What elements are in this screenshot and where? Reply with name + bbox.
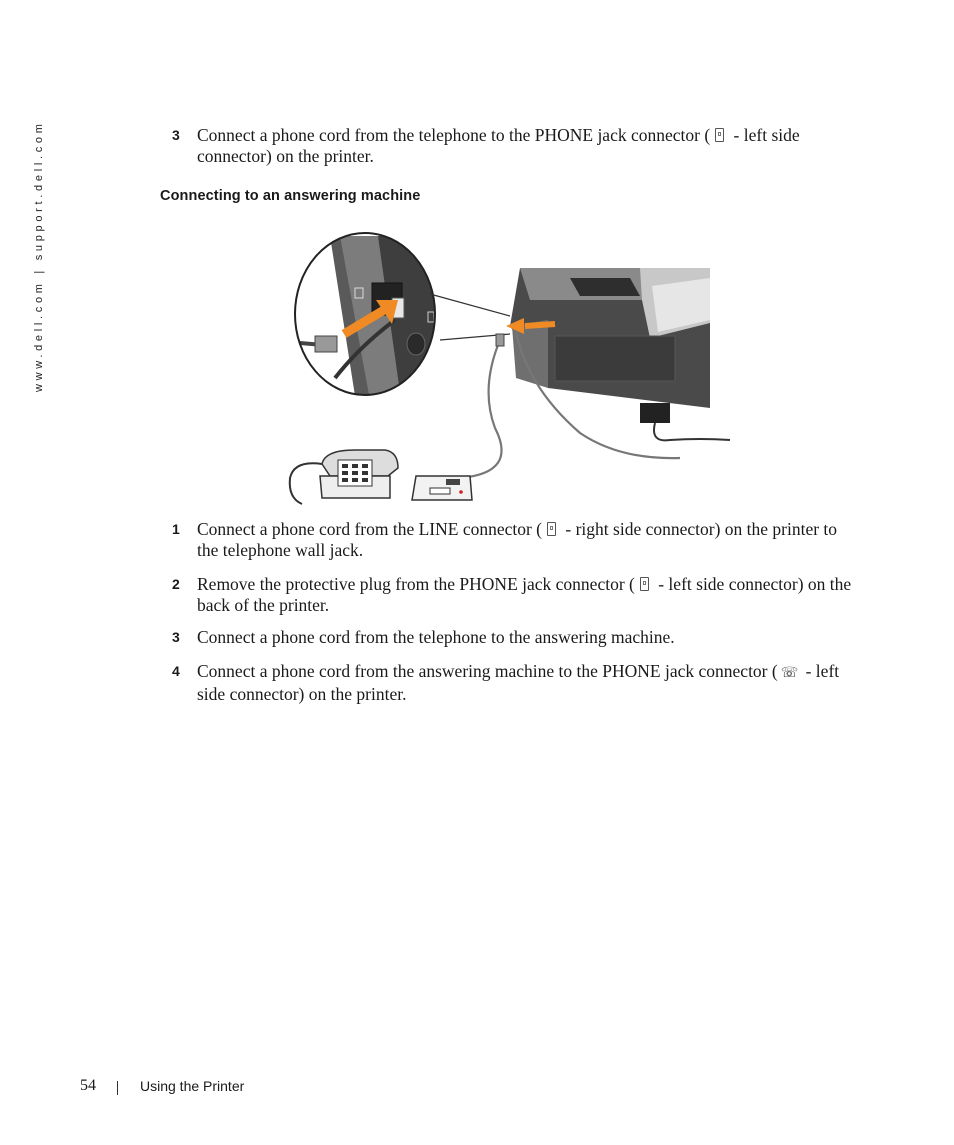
printer-illustration xyxy=(506,268,730,440)
step-text: Connect a phone cord from the telephone to the answering machine. xyxy=(197,627,675,647)
line-jack-icon xyxy=(547,522,556,536)
footer-divider xyxy=(117,1081,118,1095)
page-number: 54 xyxy=(80,1077,96,1094)
footer-section-title: Using the Printer xyxy=(140,1078,245,1094)
step-text: Connect a phone cord from the answering machine to the PHONE jack connector ( ☏ - left side connector) on the printer. xyxy=(197,661,840,704)
phone-jack-icon xyxy=(640,577,649,591)
connection-diagram xyxy=(280,228,740,513)
step-text: Remove the protective plug from the PHONE jack connector ( - left side connector) on the back of the printer. xyxy=(197,574,852,615)
answering-machine-illustration xyxy=(412,476,472,500)
step-number: 3 xyxy=(172,127,180,143)
telephone-illustration xyxy=(290,450,398,504)
side-url: www.dell.com | support.dell.com xyxy=(33,120,45,392)
step-2 xyxy=(172,574,862,618)
step-number: 3 xyxy=(172,629,180,645)
step-1 xyxy=(172,519,862,563)
step-number: 2 xyxy=(172,576,180,592)
phone-icon: ☏ xyxy=(780,666,799,681)
section-heading: Connecting to an answering machine xyxy=(160,188,421,204)
step-number: 1 xyxy=(172,521,180,537)
step-4 xyxy=(172,661,862,705)
zoom-inset xyxy=(280,228,480,428)
step-text: Connect a phone cord from the LINE connector ( - right side connector) on the printer to the telephone wall jack. xyxy=(197,519,838,560)
phone-jack-icon xyxy=(715,128,724,142)
step-text: Connect a phone cord from the telephone to the PHONE jack connector ( - left side connector) on the printer. xyxy=(197,125,800,166)
step-number: 4 xyxy=(172,663,180,679)
top-step xyxy=(172,125,862,169)
step-3 xyxy=(172,627,862,649)
